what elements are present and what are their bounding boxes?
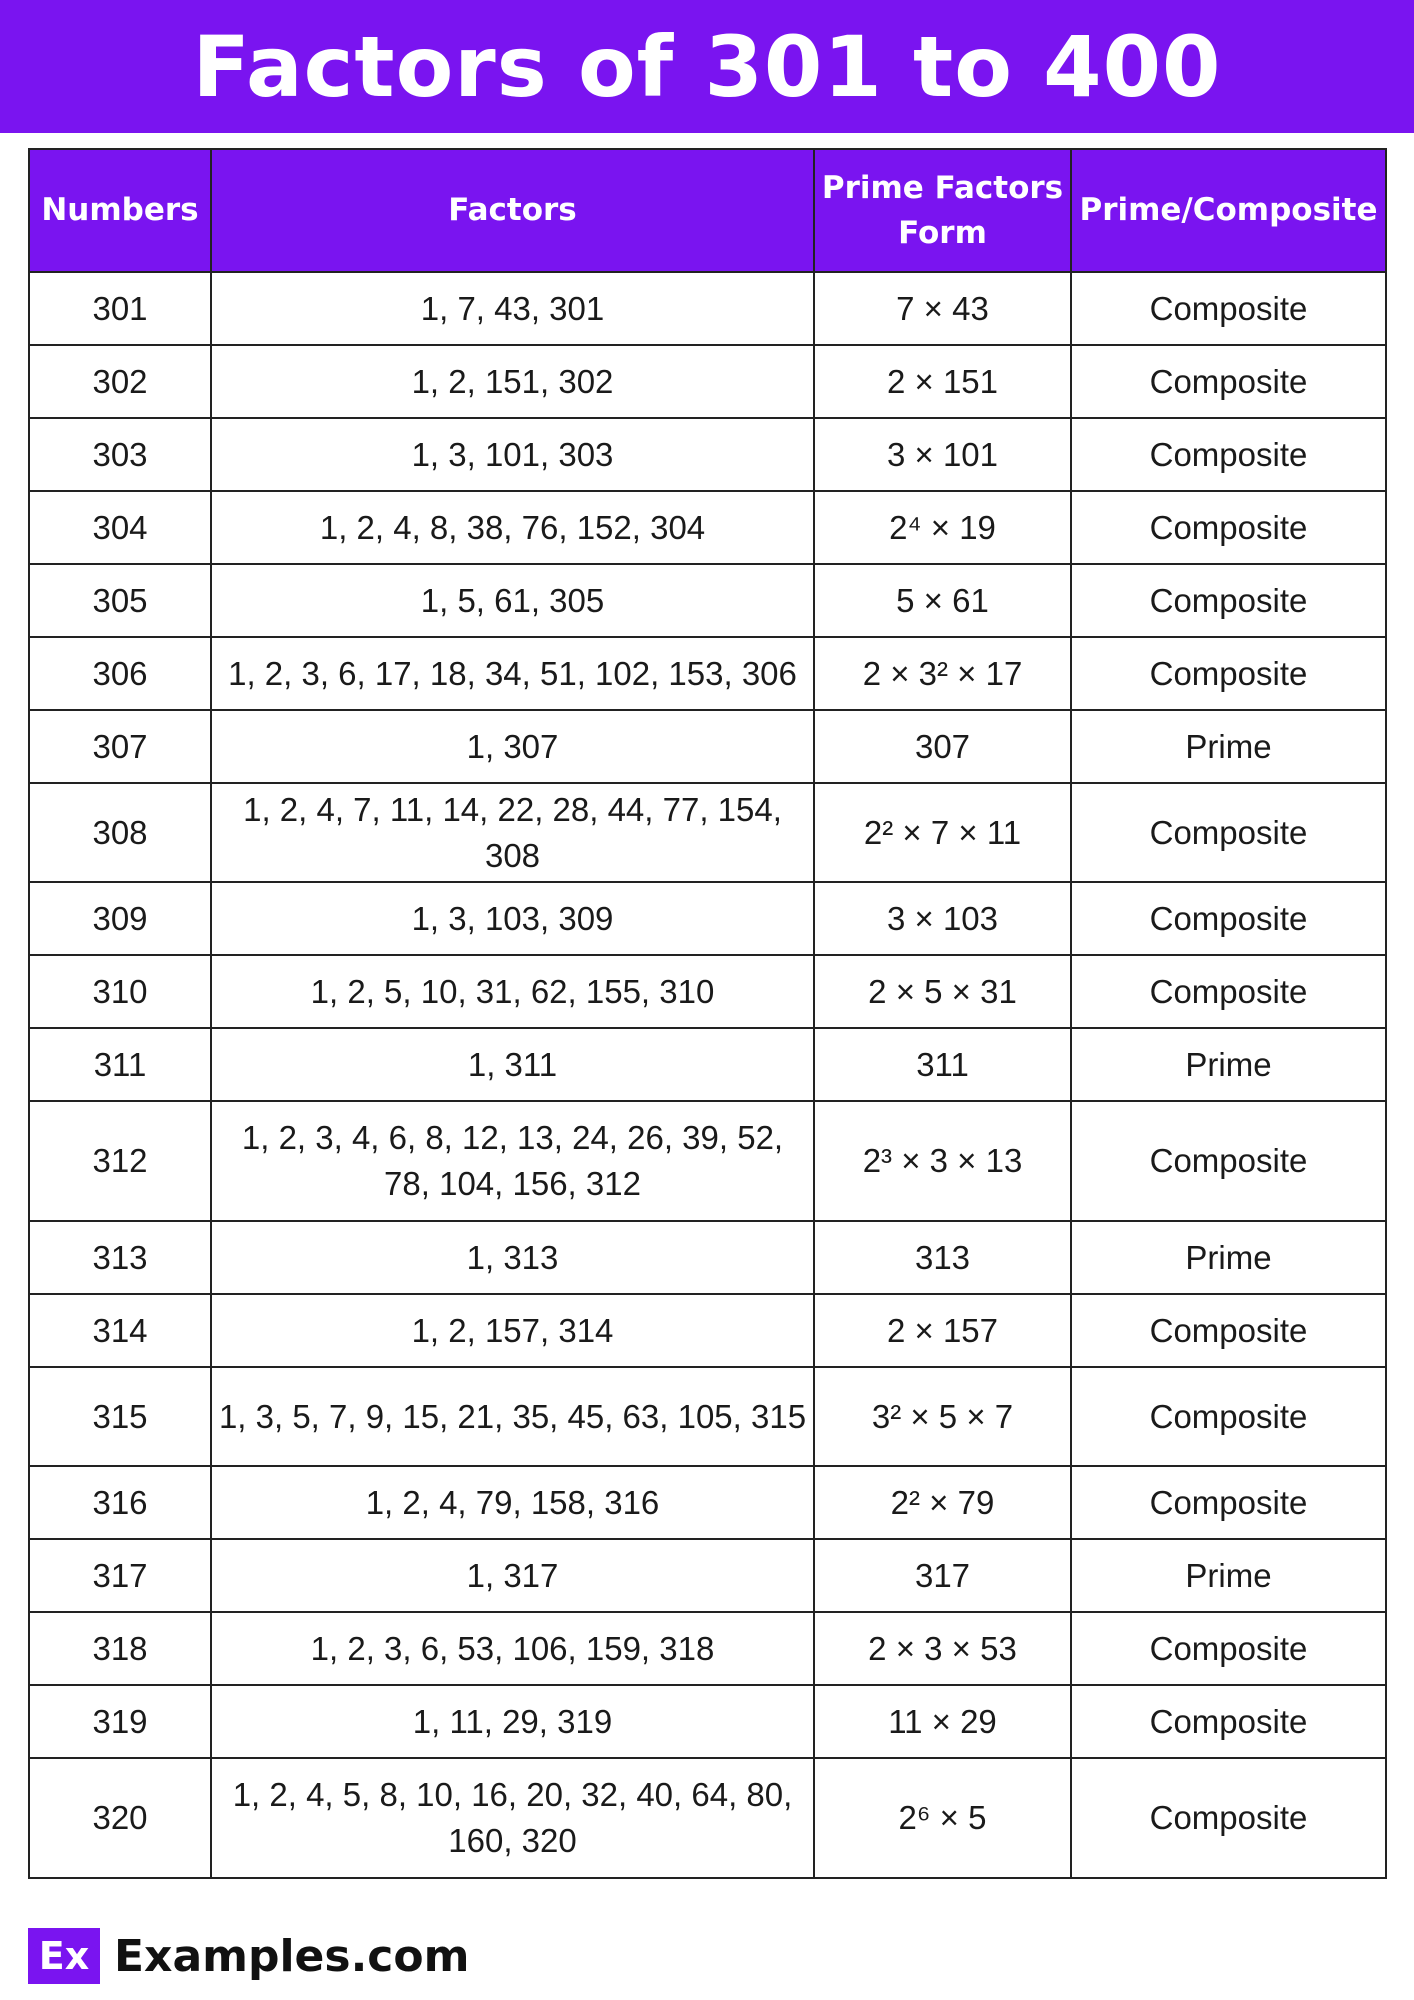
factors-table [28, 148, 1387, 1879]
cell-prime-composite: Composite [1071, 491, 1386, 564]
footer [28, 1928, 469, 1984]
cell-prime-factors-form: 2 × 3 × 53 [814, 1612, 1071, 1685]
title-bar [0, 0, 1414, 133]
cell-prime-factors-form: 2 × 157 [814, 1294, 1071, 1367]
cell-prime-composite: Prime [1071, 710, 1386, 783]
cell-number: 309 [29, 882, 211, 955]
cell-factors: 1, 2, 5, 10, 31, 62, 155, 310 [211, 955, 814, 1028]
header-prime-factors-form: Prime Factors Form [814, 149, 1071, 272]
table-row [29, 1028, 1386, 1101]
cell-prime-factors-form: 2² × 79 [814, 1466, 1071, 1539]
brand-name: Examples.com [114, 1930, 470, 1982]
cell-prime-composite: Composite [1071, 1685, 1386, 1758]
cell-prime-factors-form: 5 × 61 [814, 564, 1071, 637]
cell-number: 316 [29, 1466, 211, 1539]
cell-prime-composite: Composite [1071, 955, 1386, 1028]
table-row [29, 1294, 1386, 1367]
cell-prime-factors-form: 2 × 5 × 31 [814, 955, 1071, 1028]
cell-number: 305 [29, 564, 211, 637]
cell-prime-composite: Composite [1071, 1466, 1386, 1539]
cell-prime-composite: Composite [1071, 345, 1386, 418]
cell-number: 303 [29, 418, 211, 491]
cell-factors: 1, 2, 151, 302 [211, 345, 814, 418]
table-row [29, 418, 1386, 491]
cell-prime-factors-form: 2⁶ × 5 [814, 1758, 1071, 1878]
table-row [29, 955, 1386, 1028]
table-row [29, 345, 1386, 418]
cell-number: 302 [29, 345, 211, 418]
cell-prime-composite: Composite [1071, 1612, 1386, 1685]
table-row [29, 1221, 1386, 1294]
cell-prime-factors-form: 3² × 5 × 7 [814, 1367, 1071, 1466]
cell-prime-factors-form: 3 × 101 [814, 418, 1071, 491]
cell-number: 308 [29, 783, 211, 882]
table-row [29, 783, 1386, 882]
cell-prime-factors-form: 2² × 7 × 11 [814, 783, 1071, 882]
cell-prime-composite: Composite [1071, 1101, 1386, 1221]
cell-factors: 1, 2, 4, 79, 158, 316 [211, 1466, 814, 1539]
cell-number: 313 [29, 1221, 211, 1294]
cell-factors: 1, 3, 103, 309 [211, 882, 814, 955]
cell-prime-composite: Composite [1071, 272, 1386, 345]
table-row [29, 1101, 1386, 1221]
cell-factors: 1, 2, 4, 8, 38, 76, 152, 304 [211, 491, 814, 564]
table-row [29, 882, 1386, 955]
cell-prime-factors-form: 7 × 43 [814, 272, 1071, 345]
cell-factors: 1, 2, 4, 7, 11, 14, 22, 28, 44, 77, 154, 308 [211, 783, 814, 882]
table-row [29, 564, 1386, 637]
cell-prime-factors-form: 2 × 3² × 17 [814, 637, 1071, 710]
cell-number: 311 [29, 1028, 211, 1101]
cell-prime-composite: Composite [1071, 783, 1386, 882]
table-row [29, 1539, 1386, 1612]
cell-number: 310 [29, 955, 211, 1028]
cell-factors: 1, 11, 29, 319 [211, 1685, 814, 1758]
cell-prime-composite: Prime [1071, 1028, 1386, 1101]
cell-prime-composite: Composite [1071, 637, 1386, 710]
cell-number: 320 [29, 1758, 211, 1878]
examples-logo: Ex [28, 1928, 100, 1984]
table-row [29, 491, 1386, 564]
cell-factors: 1, 2, 3, 6, 17, 18, 34, 51, 102, 153, 306 [211, 637, 814, 710]
page-title: Factors of 301 to 400 [192, 17, 1222, 116]
table-row [29, 710, 1386, 783]
cell-prime-factors-form: 307 [814, 710, 1071, 783]
cell-prime-factors-form: 311 [814, 1028, 1071, 1101]
cell-factors: 1, 3, 101, 303 [211, 418, 814, 491]
cell-factors: 1, 5, 61, 305 [211, 564, 814, 637]
cell-prime-factors-form: 313 [814, 1221, 1071, 1294]
cell-factors: 1, 311 [211, 1028, 814, 1101]
cell-prime-factors-form: 3 × 103 [814, 882, 1071, 955]
cell-number: 318 [29, 1612, 211, 1685]
cell-factors: 1, 307 [211, 710, 814, 783]
cell-number: 306 [29, 637, 211, 710]
table-row [29, 1758, 1386, 1878]
cell-number: 304 [29, 491, 211, 564]
cell-factors: 1, 317 [211, 1539, 814, 1612]
cell-number: 317 [29, 1539, 211, 1612]
table-row [29, 272, 1386, 345]
cell-factors: 1, 3, 5, 7, 9, 15, 21, 35, 45, 63, 105, 315 [211, 1367, 814, 1466]
cell-prime-composite: Composite [1071, 1367, 1386, 1466]
cell-number: 312 [29, 1101, 211, 1221]
cell-prime-composite: Prime [1071, 1221, 1386, 1294]
table-row [29, 1612, 1386, 1685]
cell-prime-composite: Composite [1071, 418, 1386, 491]
cell-number: 315 [29, 1367, 211, 1466]
header-prime-composite: Prime/Composite [1071, 149, 1386, 272]
cell-number: 314 [29, 1294, 211, 1367]
cell-prime-composite: Composite [1071, 1758, 1386, 1878]
table-row [29, 1685, 1386, 1758]
cell-prime-factors-form: 2 × 151 [814, 345, 1071, 418]
cell-factors: 1, 7, 43, 301 [211, 272, 814, 345]
cell-prime-composite: Composite [1071, 564, 1386, 637]
cell-prime-composite: Composite [1071, 1294, 1386, 1367]
cell-factors: 1, 2, 4, 5, 8, 10, 16, 20, 32, 40, 64, 80, 160, 320 [211, 1758, 814, 1878]
table-row [29, 1367, 1386, 1466]
cell-prime-composite: Prime [1071, 1539, 1386, 1612]
cell-prime-factors-form: 2³ × 3 × 13 [814, 1101, 1071, 1221]
cell-prime-composite: Composite [1071, 882, 1386, 955]
cell-factors: 1, 313 [211, 1221, 814, 1294]
cell-number: 319 [29, 1685, 211, 1758]
header-row [29, 149, 1386, 272]
cell-factors: 1, 2, 3, 4, 6, 8, 12, 13, 24, 26, 39, 52, 78, 104, 156, 312 [211, 1101, 814, 1221]
table-row [29, 637, 1386, 710]
cell-prime-factors-form: 2⁴ × 19 [814, 491, 1071, 564]
cell-prime-factors-form: 11 × 29 [814, 1685, 1071, 1758]
cell-prime-factors-form: 317 [814, 1539, 1071, 1612]
header-factors: Factors [211, 149, 814, 272]
table-row [29, 1466, 1386, 1539]
cell-number: 307 [29, 710, 211, 783]
cell-factors: 1, 2, 3, 6, 53, 106, 159, 318 [211, 1612, 814, 1685]
cell-number: 301 [29, 272, 211, 345]
cell-factors: 1, 2, 157, 314 [211, 1294, 814, 1367]
header-numbers: Numbers [29, 149, 211, 272]
